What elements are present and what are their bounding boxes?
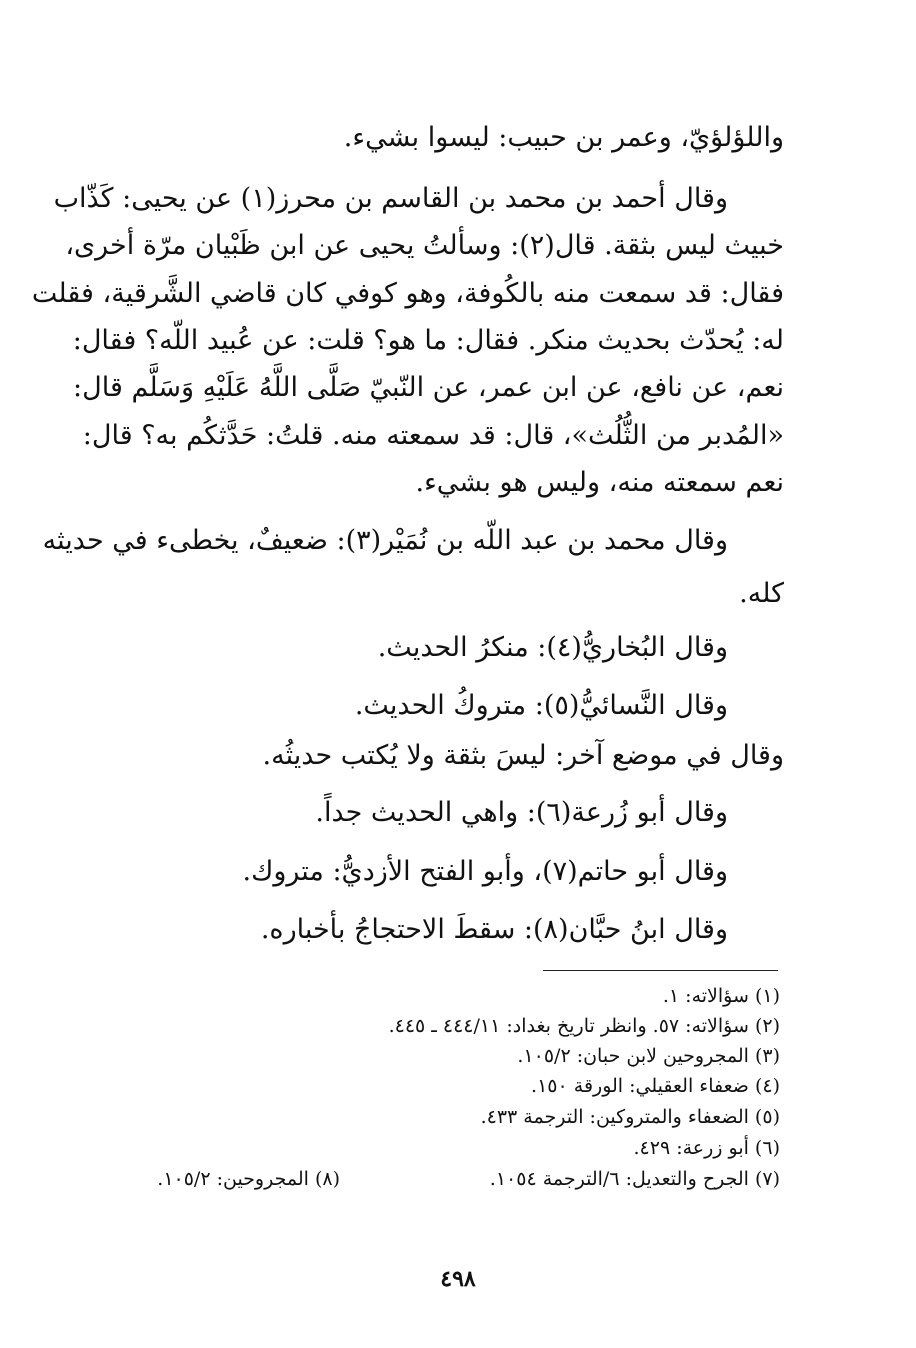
text-line: وقال محمد بن عبد اللّه بن نُمَيْر(٣): ضعيفٌ، يخطىء في حديثه — [42, 525, 728, 556]
text-line: وقال البُخاريُّ(٤): منكرُ الحديث. — [377, 632, 728, 663]
text-line: واللؤلؤيّ، وعمر بن حبيب: ليسوا بشيء. — [343, 122, 784, 153]
footnote: (٢) سؤالاته: ٥٧. وانظر تاريخ بغداد: ٤٤٤/١١ ـ ٤٤٥. — [388, 1015, 780, 1037]
text-line: وقال النَّسائيُّ(٥): متروكُ الحديث. — [354, 690, 728, 721]
footnote: (٣) المجروحين لابن حبان: ١٠٥/٢. — [517, 1045, 780, 1067]
footnote: (٤) ضعفاء العقيلي: الورقة ١٥٠. — [531, 1075, 780, 1097]
text-line: فقال: قد سمعت منه بالكُوفة، وهو كوفي كان قاضي الشَّرقية، فقلت — [31, 278, 784, 309]
text-line: «المُدبر من الثُّلُث»، قال: قد سمعته منه. قلتُ: حَدَّثكُم به؟ قال: — [82, 420, 784, 451]
text-line: وقال في موضع آخر: ليسَ بثقة ولا يُكتب حديثُه. — [262, 740, 784, 771]
footnote: (٥) الضعفاء والمتروكين: الترجمة ٤٣٣. — [480, 1106, 780, 1128]
footnote-separator — [543, 970, 778, 971]
text-line: وقال أبو زُرعة(٦): واهي الحديث جداً. — [315, 797, 728, 828]
text-line: كله. — [739, 578, 784, 609]
footnote: (٨) المجروحين: ١٠٥/٢. — [157, 1168, 340, 1190]
text-line: وقال أحمد بن محمد بن القاسم بن محرز(١) عن يحيى: كَذّاب — [53, 183, 728, 214]
footnote: (١) سؤالاته: ١. — [662, 985, 780, 1007]
footnote: (٧) الجرح والتعديل: ٦/الترجمة ١٠٥٤. — [489, 1168, 780, 1190]
footnote: (٦) أبو زرعة: ٤٢٩. — [633, 1137, 780, 1159]
text-line: له: يُحدّث بحديث منكر. فقال: ما هو؟ قلت: عن عُبيد اللّه؟ فقال: — [72, 325, 784, 356]
text-line: نعم، عن نافع، عن ابن عمر، عن النّبيّ صَلَّى اللَّهُ عَلَيْهِ وَسَلَّم قال: — [73, 372, 784, 403]
text-line: وقال ابنُ حبَّان(٨): سقطَ الاحتجاجُ بأخباره. — [260, 914, 728, 945]
text-line: وقال أبو حاتم(٧)، وأبو الفتح الأزديُّ: متروك. — [242, 856, 728, 887]
page-number: ٤٩٨ — [440, 1266, 476, 1292]
text-line: خبيث ليس بثقة. قال(٢): وسألتُ يحيى عن ابن ظَبْيان مرّة أخرى، — [65, 230, 784, 261]
text-line: نعم سمعته منه، وليس هو بشيء. — [415, 467, 784, 498]
